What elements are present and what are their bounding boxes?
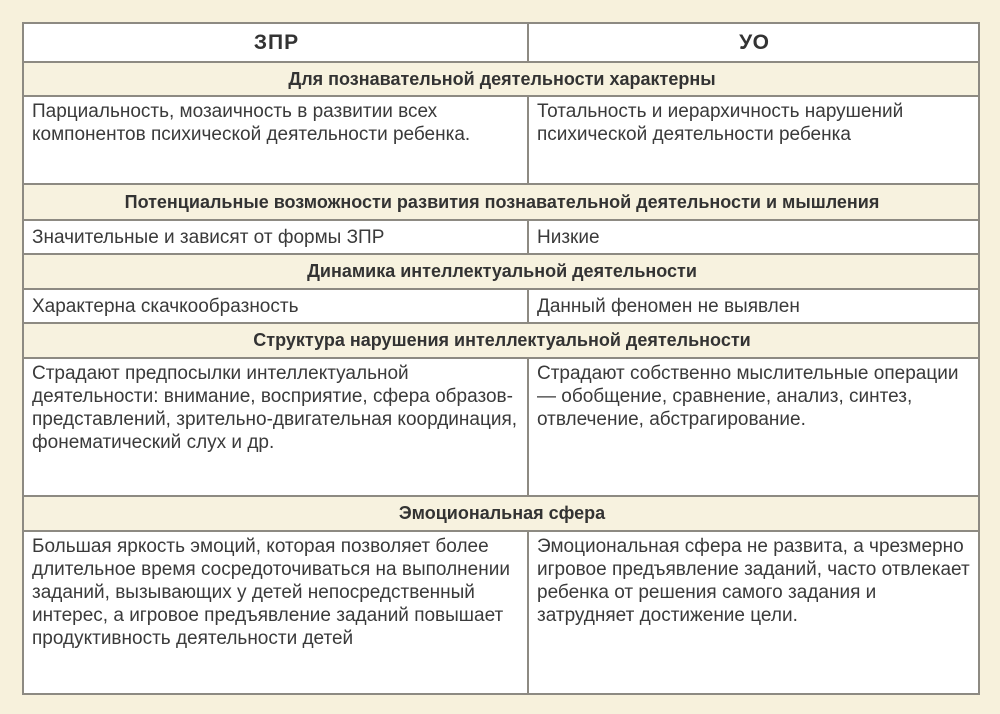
cell-zpr [23,220,528,254]
section-title: Для познавательной деятельности характерны [23,62,979,96]
table-header-row [23,23,979,62]
cell-zpr-text: Значительные и зависят от формы ЗПР [32,226,385,248]
table-row [23,531,979,694]
section-title: Динамика интеллектуальной деятельности [23,254,979,289]
column-header-uo: УО [528,23,979,62]
cell-uo [528,96,979,184]
cell-zpr [23,358,528,496]
comparison-table [22,22,980,695]
table-row [23,358,979,496]
column-header-zpr: ЗПР [23,23,528,62]
section-title: Структура нарушения интеллектуальной деятельности [23,323,979,358]
cell-uo-text: Страдают собственно мыслительные операции — обобщение, сравнение, анализ, синтез, отвлечение, абстрагирование. [537,363,959,430]
section-row-potential [23,184,979,220]
cell-zpr [23,289,528,323]
cell-zpr-text: Большая яркость эмоций, которая позволяет более длительное время сосредоточиваться на выполнении заданий, вызывающих у детей непосредственный интерес, а игровое предъявление заданий повышает продуктивность деятельности детей [32,536,510,649]
cell-uo [528,220,979,254]
cell-uo-text: Низкие [537,226,600,248]
cell-zpr-text: Парциальность, мозаичность в развитии всех компонентов психической деятельности ребенка. [32,101,471,145]
section-row-dynamics [23,254,979,289]
table-row [23,220,979,254]
cell-zpr-text: Характерна скачкообразность [32,295,299,317]
cell-uo-text: Тотальность и иерархичность нарушений психической деятельности ребенка [537,101,904,145]
section-row-cognitive [23,62,979,96]
cell-uo-text: Эмоциональная сфера не развита, а чрезмерно игровое предъявление заданий, часто отвлекает ребенка от решения самого задания и затрудняет достижение цели. [537,536,970,626]
table-row [23,289,979,323]
cell-uo [528,531,979,694]
section-title: Потенциальные возможности развития познавательной деятельности и мышления [23,184,979,220]
table-row [23,96,979,184]
cell-zpr [23,531,528,694]
cell-zpr-text: Страдают предпосылки интеллектуальной деятельности: внимание, восприятие, сфера образов-представлений, зрительно-двигательная координация, фонематический слух и др. [32,363,518,453]
section-row-structure [23,323,979,358]
cell-uo-text: Данный феномен не выявлен [537,295,800,317]
section-title: Эмоциональная сфера [23,496,979,531]
cell-zpr [23,96,528,184]
cell-uo [528,289,979,323]
section-row-emotional [23,496,979,531]
cell-uo [528,358,979,496]
